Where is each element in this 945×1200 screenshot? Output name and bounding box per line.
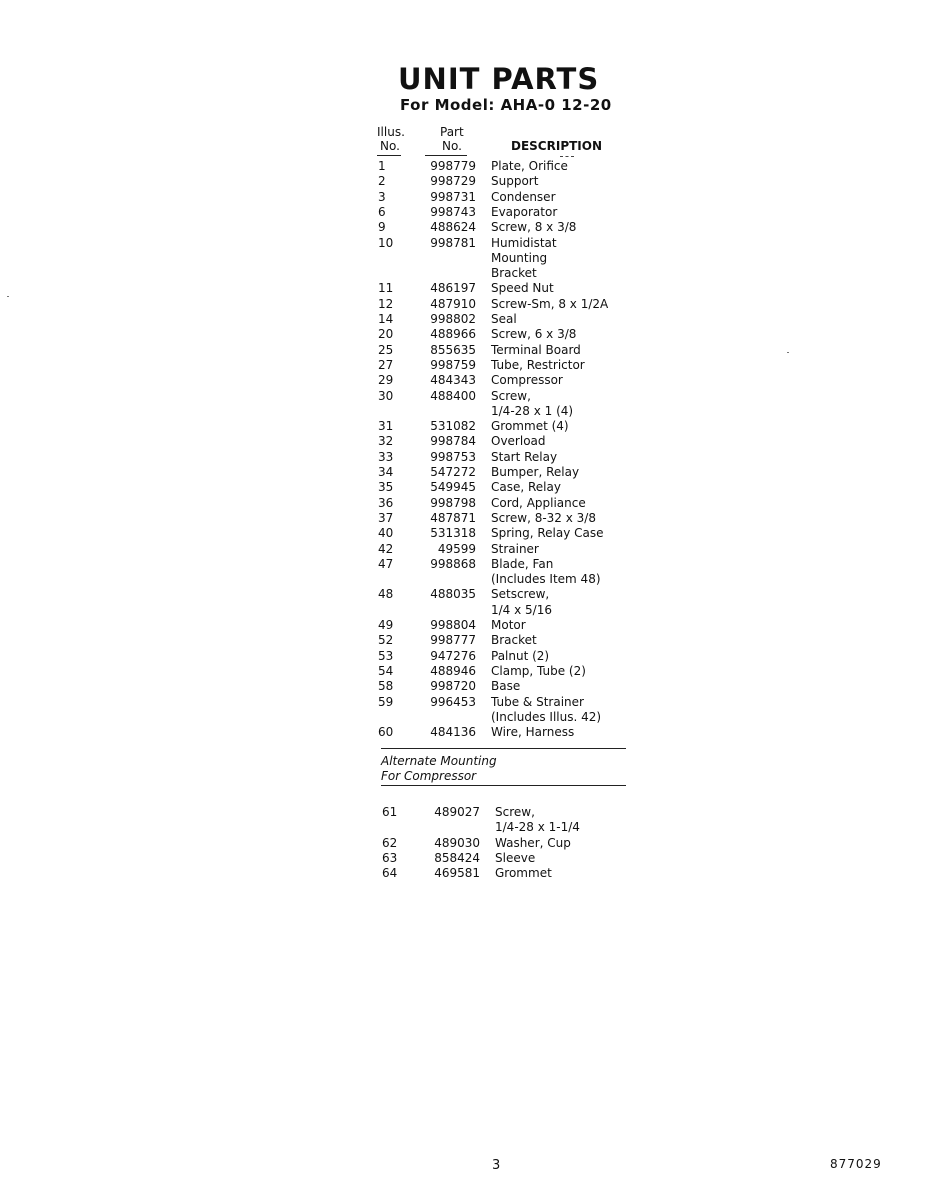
illus-number: 20	[378, 327, 394, 342]
description-header-underline	[560, 156, 574, 157]
alternate-heading-line2: For Compressor	[381, 769, 477, 783]
part-description: Grommet	[495, 866, 552, 881]
illus-number: 48	[378, 587, 394, 602]
illus-number: 64	[382, 866, 398, 881]
illus-number: 49	[378, 618, 394, 632]
illus-number: 29	[378, 373, 394, 388]
illus-number: 63	[382, 850, 398, 865]
part-number: 489027	[434, 805, 480, 819]
part-number: 531318	[430, 526, 476, 541]
illus-number: 61	[382, 805, 398, 819]
illus-number: 53	[378, 648, 394, 663]
part-number: 488035	[430, 587, 476, 602]
part-description: 1/4 x 5/16	[491, 602, 552, 617]
part-description: Grommet (4)	[491, 419, 569, 434]
illus-number: 54	[378, 663, 394, 678]
part-number: 484343	[430, 373, 476, 388]
part-number: 486197	[430, 281, 476, 296]
scan-speck	[7, 296, 9, 297]
part-description: Strainer	[491, 541, 539, 556]
part-description: Screw,	[491, 388, 531, 403]
document-code: 877029	[830, 1157, 882, 1171]
illus-number: 37	[378, 510, 394, 525]
part-description: Screw, 8-32 x 3/8	[491, 510, 596, 525]
illus-number: 1	[378, 159, 386, 173]
illus-number: 31	[378, 419, 394, 434]
part-number: 998731	[430, 189, 476, 204]
part-description: Evaporator	[491, 204, 558, 219]
part-number: 488400	[430, 388, 476, 403]
part-description: Mounting	[491, 250, 548, 265]
part-number: 998759	[430, 357, 476, 372]
part-header-line2: No.	[442, 139, 462, 153]
part-number: 996453	[430, 694, 476, 709]
part-number: 469581	[434, 866, 480, 881]
illus-number: 52	[378, 633, 394, 648]
part-description: Clamp, Tube (2)	[491, 663, 586, 678]
part-number: 998753	[430, 449, 476, 464]
part-number: 998729	[430, 174, 476, 189]
part-description: Bracket	[491, 633, 537, 648]
part-description: Screw-Sm, 8 x 1/2A	[491, 296, 609, 311]
illus-number: 27	[378, 357, 394, 372]
part-number: 947276	[430, 648, 476, 663]
part-number: 489030	[434, 835, 480, 850]
part-number: 998784	[430, 434, 476, 449]
part-number: 998720	[430, 679, 476, 694]
part-number: 998868	[430, 556, 476, 571]
part-description: Screw, 6 x 3/8	[491, 327, 577, 342]
part-number: 998743	[430, 204, 476, 219]
section-divider-top	[381, 748, 626, 749]
illus-number: 42	[378, 541, 394, 556]
part-description: Terminal Board	[491, 342, 581, 357]
part-description: Blade, Fan	[491, 556, 554, 571]
part-description: (Includes Item 48)	[491, 572, 601, 587]
illus-number: 40	[378, 526, 394, 541]
illus-number: 36	[378, 495, 394, 510]
model-subtitle: For Model: AHA-0 12-20	[400, 96, 612, 114]
illus-number: 35	[378, 480, 394, 495]
part-number: 998781	[430, 235, 476, 250]
part-number: 487910	[430, 296, 476, 311]
part-number: 549945	[430, 480, 476, 495]
page-title: UNIT PARTS	[398, 62, 600, 96]
part-description: Support	[491, 174, 539, 189]
part-description: Screw,	[495, 805, 535, 819]
illus-header-line2: No.	[380, 139, 400, 153]
illus-number: 10	[378, 235, 394, 250]
illus-number: 25	[378, 342, 394, 357]
part-description: Compressor	[491, 373, 563, 388]
part-description: Sleeve	[495, 850, 536, 865]
scan-speck	[787, 352, 789, 353]
illus-header-line1: Illus.	[377, 125, 405, 139]
page-number: 3	[492, 1158, 501, 1173]
part-description: 1/4-28 x 1-1/4	[495, 820, 580, 835]
illus-number: 6	[378, 204, 386, 219]
illus-number: 9	[378, 220, 386, 235]
part-description: Seal	[491, 312, 517, 326]
part-description: Spring, Relay Case	[491, 526, 604, 541]
illus-header-underline	[377, 155, 401, 156]
part-description: Start Relay	[491, 449, 558, 464]
part-description: Plate, Orifice	[491, 159, 568, 173]
illus-number: 32	[378, 434, 394, 449]
section-divider-bottom	[381, 785, 626, 786]
description-header: DESCRIPTION	[511, 139, 603, 153]
part-description: Setscrew,	[491, 587, 550, 602]
part-number: 488624	[430, 220, 476, 235]
part-description: Overload	[491, 434, 546, 449]
part-description: Palnut (2)	[491, 648, 550, 663]
part-description: Case, Relay	[491, 480, 561, 495]
illus-number: 33	[378, 449, 394, 464]
illus-number: 12	[378, 296, 394, 311]
illus-number: 11	[378, 281, 394, 296]
part-description: Wire, Harness	[491, 725, 575, 740]
part-description: Washer, Cup	[495, 835, 571, 850]
part-description: Humidistat	[491, 235, 557, 250]
part-number: 998804	[430, 618, 476, 632]
part-description: Base	[491, 679, 521, 694]
part-description: Bumper, Relay	[491, 465, 580, 479]
part-number: 998802	[430, 312, 476, 326]
part-number: 488946	[430, 663, 476, 678]
part-number: 998798	[430, 495, 476, 510]
part-number: 487871	[430, 510, 476, 525]
part-description: Cord, Appliance	[491, 495, 586, 510]
part-header-line1: Part	[440, 125, 464, 139]
part-header-underline	[425, 155, 467, 156]
part-number: 484136	[430, 725, 476, 740]
illus-number: 58	[378, 679, 394, 694]
part-description: Motor	[491, 618, 526, 632]
illus-number: 47	[378, 556, 394, 571]
part-description: Bracket	[491, 266, 537, 281]
illus-number: 59	[378, 694, 394, 709]
part-number: 488966	[430, 327, 476, 342]
part-number: 998779	[430, 159, 476, 173]
part-number: 547272	[430, 465, 476, 479]
part-description: Speed Nut	[491, 281, 554, 296]
part-description: 1/4-28 x 1 (4)	[491, 403, 574, 418]
alternate-heading-line1: Alternate Mounting	[381, 754, 497, 768]
illus-number: 14	[378, 312, 394, 326]
part-number: 531082	[430, 419, 476, 434]
part-number: 858424	[434, 850, 480, 865]
illus-number: 2	[378, 174, 386, 189]
part-description: (Includes Illus. 42)	[491, 709, 602, 724]
part-number: 998777	[430, 633, 476, 648]
part-description: Tube & Strainer	[491, 694, 584, 709]
illus-number: 34	[378, 465, 394, 479]
illus-number: 62	[382, 835, 398, 850]
part-description: Condenser	[491, 189, 556, 204]
illus-number: 3	[378, 189, 386, 204]
illus-number: 60	[378, 725, 394, 740]
illus-number: 30	[378, 388, 394, 403]
part-number: 855635	[430, 342, 476, 357]
part-description: Screw, 8 x 3/8	[491, 220, 577, 235]
part-description: Tube, Restrictor	[491, 357, 585, 372]
part-number: 49599	[437, 541, 476, 556]
